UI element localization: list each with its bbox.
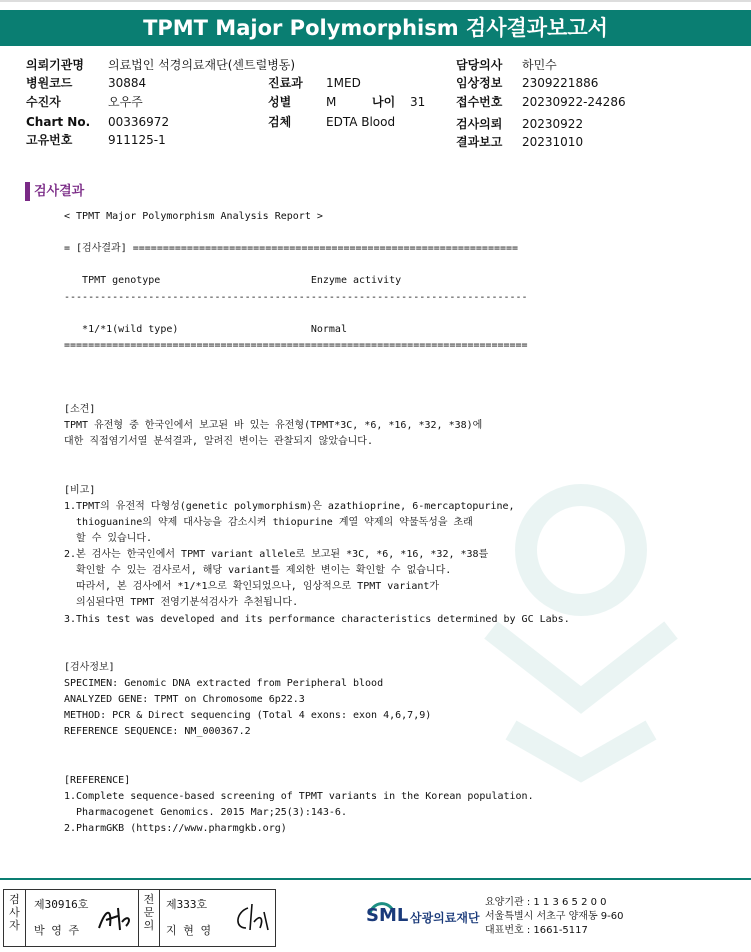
contact-info <box>485 896 624 938</box>
report-value: 20231010 <box>522 135 584 149</box>
receipt-label: 접수번호 <box>456 95 503 109</box>
report-line: [REFERENCE] <box>64 774 131 786</box>
report-line: *1/*1(wild type) Normal <box>64 323 347 335</box>
sml-logo-org: 삼광의료재단 <box>410 911 480 925</box>
report-line: < TPMT Major Polymorphism Analysis Report > <box>64 211 323 222</box>
row-doctor <box>456 56 636 74</box>
report-line: ----------------------------------------------------------------------------- <box>64 291 528 303</box>
doctor-value: 하민수 <box>522 58 557 72</box>
unique-label: 고유번호 <box>26 133 73 147</box>
report-line: 1.Complete sequence-based screening of TPMT variants in the Korean population. <box>64 790 534 802</box>
age-value: 31 <box>410 95 426 109</box>
report-line: METHOD: PCR & Direct sequencing (Total 4 exons: exon 4,6,7,9) <box>64 710 432 722</box>
clinical-label: 임상정보 <box>456 76 503 90</box>
unique-value: 911125-1 <box>108 133 166 147</box>
section-marker <box>25 182 30 201</box>
institution-value: 의료법인 석경의료재단(센트럴병동) <box>108 58 296 72</box>
report-line: thioguanine의 약제 대사능을 감소시켜 thiopurine 계열 약제의 약물독성을 초래 <box>64 516 473 528</box>
hospital-code-label: 병원코드 <box>26 76 73 90</box>
row-patient <box>26 93 256 111</box>
row-receipt <box>456 93 636 111</box>
report-line: [비고] <box>64 484 96 496</box>
report-line: Pharmacogenet Genomics. 2015 Mar;25(3):143-6. <box>64 806 347 818</box>
examiner-vertical-label: 검사자 <box>4 890 26 946</box>
report-label: 결과보고 <box>456 135 503 149</box>
row-dept <box>268 74 448 92</box>
clinical-value: 2309221886 <box>522 76 599 90</box>
chart-value: 00336972 <box>108 115 170 129</box>
report-line: 1.TPMT의 유전적 다형성(genetic polymorphism)은 azathioprine, 6-mercaptopurine, <box>64 500 515 512</box>
footer-divider <box>0 878 751 880</box>
institution-label: 의뢰기관명 <box>26 58 84 72</box>
patient-label: 수진자 <box>26 95 61 109</box>
report-line: 2.본 검사는 한국인에서 TPMT variant allele로 보고된 *3C, *6, *16, *32, *38를 <box>64 549 489 561</box>
report-line: TPMT 유전형 중 한국인에서 보고된 바 있는 유전형(TPMT*3C, *6, *16, *32, *38)에 <box>64 420 483 432</box>
request-value: 20230922 <box>522 117 584 131</box>
report-title: TPMT Major Polymorphism 검사결과보고서 <box>0 10 751 46</box>
report-line: 따라서, 본 검사에서 *1/*1으로 확인되었으나, 임상적으로 TPMT variant가 <box>64 581 440 593</box>
contact-line-3: 대표번호 : 1661-5117 <box>485 925 588 936</box>
report-line: [소견] <box>64 404 96 416</box>
specialist-name: 지 현 영 <box>166 924 212 937</box>
sex-label: 성별 <box>268 95 292 109</box>
report-line: 확인할 수 있는 검사로서, 해당 variant를 제외한 변이는 확인할 수 없습니다. <box>64 565 452 577</box>
row-chart <box>26 113 256 131</box>
report-line: REFERENCE SEQUENCE: NM_000367.2 <box>64 726 251 738</box>
specialist-signature-icon <box>230 902 270 934</box>
examiner-signature-icon <box>96 904 136 934</box>
sml-logo-text: SML <box>366 905 409 926</box>
report-line: 대한 직접염기서열 분석결과, 알려진 변이는 관찰되지 않았습니다. <box>64 436 373 448</box>
row-request <box>456 115 636 133</box>
watermark-icon <box>431 470 731 790</box>
receipt-value: 20230922-24286 <box>522 95 626 109</box>
row-sex-age <box>268 93 448 111</box>
examiner-number: 제30916호 <box>34 898 89 911</box>
report-line: ============================================================================= <box>64 339 528 351</box>
row-specimen <box>268 113 448 131</box>
age-label: 나이 <box>372 95 396 109</box>
contact-line-2: 서울특별시 서초구 양재동 9-60 <box>485 911 624 922</box>
report-line: 3.This test was developed and its performance characteristics determined by GC Labs. <box>64 613 570 625</box>
specimen-label: 검체 <box>268 115 292 129</box>
dept-label: 진료과 <box>268 76 303 90</box>
report-line: ANALYZED GENE: TPMT on Chromosome 6p22.3 <box>64 694 305 705</box>
chart-label: Chart No. <box>26 115 91 129</box>
report-line: 할 수 있습니다. <box>64 533 153 544</box>
hospital-code-value: 30884 <box>108 76 147 90</box>
doctor-label: 담당의사 <box>456 58 503 72</box>
top-border <box>0 0 751 2</box>
request-label: 검사의뢰 <box>456 117 503 131</box>
row-report <box>456 133 636 151</box>
sex-value: M <box>326 95 337 109</box>
report-line: 2.PharmGKB (https://www.pharmgkb.org) <box>64 822 287 834</box>
patient-value: 오우주 <box>108 95 143 109</box>
signature-stamp <box>3 889 276 947</box>
report-line: TPMT genotype Enzyme activity <box>64 275 402 287</box>
row-institution <box>26 56 296 74</box>
report-line: SPECIMEN: Genomic DNA extracted from Peripheral blood <box>64 677 384 689</box>
row-unique <box>26 131 256 149</box>
specimen-value: EDTA Blood <box>326 115 396 129</box>
examiner-name: 박 영 주 <box>34 924 80 937</box>
report-line: 의심된다면 TPMT 전영기분석검사가 추천됩니다. <box>64 597 299 609</box>
dept-value: 1MED <box>326 76 361 90</box>
specialist-vertical-label: 전문의 <box>138 890 160 946</box>
report-line: = [검사결과] ================================================================ <box>64 243 519 255</box>
contact-line-1: 요양기관 : 1 1 3 6 5 2 0 0 <box>485 897 607 908</box>
specialist-number: 제333호 <box>166 898 208 911</box>
row-clinical <box>456 74 636 92</box>
row-hospital-code <box>26 74 256 92</box>
section-title: 검사결과 <box>34 184 85 199</box>
report-line: [검사정보] <box>64 661 115 673</box>
